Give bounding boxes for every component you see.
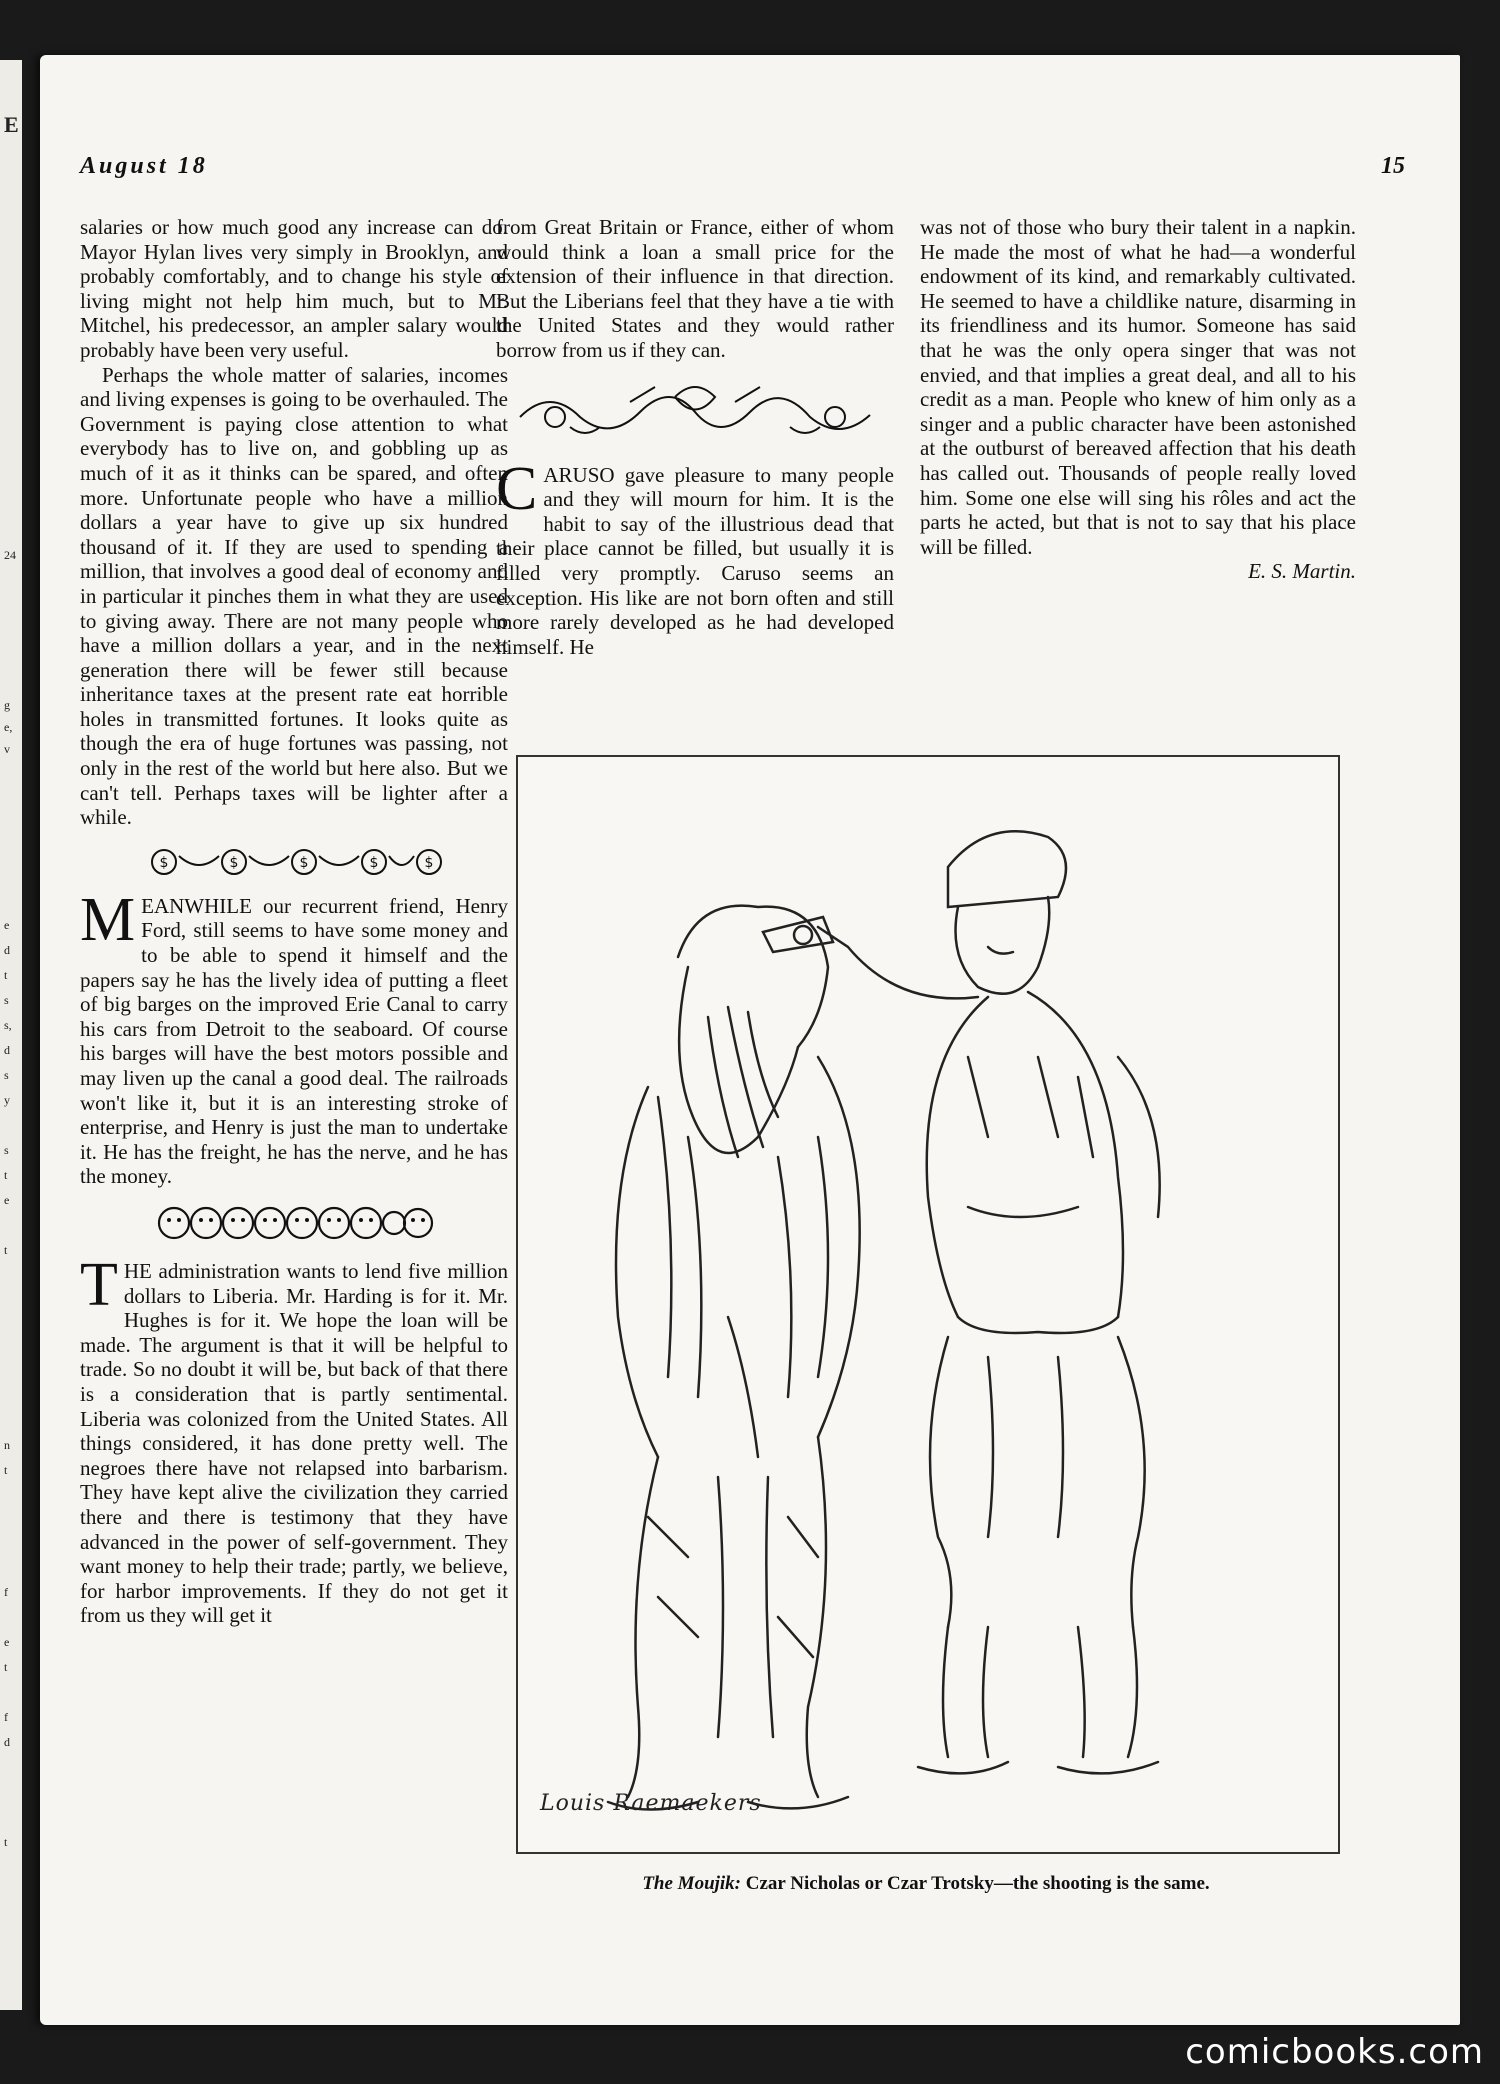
svg-text:$: $ bbox=[424, 854, 434, 871]
faces-ornament-icon bbox=[154, 1203, 434, 1243]
binding-mark: t bbox=[4, 1168, 8, 1182]
paragraph-body: EANWHILE our recurrent friend, Henry Ford, still seems to have some money and to be able to spend it himself and the papers say he has the lively idea of putting a fleet of big barges on the improved Erie Canal to carry his cars from Detroit to the seaboard. Of course his barges will have the best motors possible and may liven up the canal a good deal. The railroads won't like it, but it is an interesting stroke of enterprise, and Henry is just the man to undertake it. He has the freight, he has the nerve, and he has the money. bbox=[80, 893, 508, 1189]
binding-mark: e bbox=[4, 1635, 10, 1649]
binding-mark: s bbox=[4, 1143, 9, 1157]
paragraph: salaries or how much good any increase can do. Mayor Hylan lives very simply in Brooklyn, and probably comfortably, and to change his style of living might not help him much, but to Mr. Mitchel, his predecessor, an ampler salary would probably have been very useful. bbox=[80, 215, 508, 362]
binding-mark: g bbox=[4, 698, 10, 712]
money-bag-ornament-icon bbox=[134, 844, 454, 878]
binding-mark: E bbox=[4, 112, 19, 137]
binding-mark: s bbox=[4, 1068, 9, 1082]
paragraph-body: ARUSO gave pleasure to many people and they will mourn for him. It is the habit to say of the illustrious dead that their place cannot be filled, but usually it is filled very promptly. Caruso seems an exception. His like are not born often and still more rarely developed as he had developed himself. He bbox=[496, 462, 894, 659]
paragraph bbox=[80, 1250, 508, 1628]
binding-mark: t bbox=[4, 1660, 8, 1674]
cartoon-illustration bbox=[516, 755, 1340, 1854]
page-number: 15 bbox=[1381, 153, 1405, 179]
binding-mark: 24 bbox=[4, 548, 16, 562]
binding-mark: d bbox=[4, 1735, 10, 1749]
moujik-drawing bbox=[518, 757, 1334, 1848]
svg-text:$: $ bbox=[369, 854, 379, 871]
binding-mark: f bbox=[4, 1710, 8, 1724]
binding-mark: d bbox=[4, 1043, 10, 1057]
magazine-page bbox=[40, 55, 1460, 2025]
artist-signature: Louis Raemaekers bbox=[540, 1791, 762, 1816]
binding-mark: s bbox=[4, 993, 9, 1007]
site-watermark: comicbooks.com bbox=[1185, 2032, 1484, 2072]
text-column-1 bbox=[80, 215, 508, 1628]
author-signature: E. S. Martin. bbox=[1248, 559, 1356, 584]
binding-mark: t bbox=[4, 1463, 8, 1477]
binding-mark: e bbox=[4, 1193, 10, 1207]
binding-mark: y bbox=[4, 1093, 10, 1107]
paragraph-body: HE administration wants to lend five million dollars to Liberia. Mr. Harding is for it. Mr. Hughes is for it. We hope the loan will be made. The argument is that it will be helpful to trade. So no doubt it will be, but back of that there is a consideration that is partly sentimental. Liberia was colonized from the United States. All things considered, it has done pretty well. The negroes there have not relapsed into barbarism. They have kept alive the civilization they carried there and there is testimony that they have advanced in the power of self-government. They want money to help their trade; partly, we believe, for harbor improvements. If they do not get it from us they will get it bbox=[80, 1258, 508, 1628]
svg-text:$: $ bbox=[159, 854, 169, 871]
binding-mark: e bbox=[4, 918, 10, 932]
paragraph bbox=[80, 885, 508, 1189]
svg-text:$: $ bbox=[229, 854, 239, 871]
illustration-caption bbox=[516, 1873, 1336, 1895]
binding-mark: s, bbox=[4, 1018, 12, 1032]
binding-mark: e, bbox=[4, 720, 13, 734]
ribbon-ornament-icon bbox=[510, 377, 880, 447]
paragraph: was not of those who bury their talent in a napkin. He made the most of what he had—a wonderful endowment of its kind, and remarkably cultivated. He seemed to have a childlike nature, disarming in its friendliness and its humor. Someone has said that he was the only opera singer that was not envied, and that implies a great deal, and all to his credit as a man. People who knew of him only as a singer and a public character have been astonished at the outburst of bereaved affection that his death has called out. Thousands of people really loved him. Some one else will sing his rôles and act the parts he acted, but that is not to say that his place will be filled. bbox=[920, 215, 1356, 559]
drop-cap: M bbox=[80, 885, 136, 954]
page-date-header: August 18 bbox=[80, 153, 208, 179]
paragraph bbox=[496, 454, 894, 660]
text-column-2 bbox=[496, 215, 894, 659]
binding-mark: v bbox=[4, 742, 10, 756]
drop-cap: C bbox=[496, 454, 538, 523]
binding-strip bbox=[0, 60, 22, 2010]
binding-mark: f bbox=[4, 1585, 8, 1599]
binding-mark: d bbox=[4, 943, 10, 957]
drop-cap: T bbox=[80, 1250, 118, 1319]
text-column-3 bbox=[920, 215, 1356, 584]
paragraph: Perhaps the whole matter of salaries, incomes and living expenses is going to be overhauled. The Government is paying close attention to what everybody has to live on, and gobbling up as much of it as it thinks can be spared, and often more. Unfortunate people who have a million dollars a year have to give up six hundred thousand of it. If they are used to spending a million, that involves a good deal of economy and in particular it pinches them in what they are used to giving away. There are not many people who have a million dollars a year, and in the next generation there will be fewer still because inheritance taxes at the present rate eat horrible holes in transmitted fortunes. It looks quite as though the era of huge fortunes was passing, not only in the rest of the world but here also. But we can't tell. Perhaps taxes will be lighter after a while. bbox=[80, 362, 508, 830]
binding-mark: t bbox=[4, 1243, 8, 1257]
caption-title: The Moujik: bbox=[642, 1873, 742, 1894]
paragraph: from Great Britain or France, either of whom would think a loan a small price for the extension of their influence in that direction. But the Liberians feel that they have a tie with the United States and they would rather borrow from us if they can. bbox=[496, 215, 894, 362]
svg-text:$: $ bbox=[299, 854, 309, 871]
binding-mark: t bbox=[4, 1835, 8, 1849]
binding-mark: n bbox=[4, 1438, 10, 1452]
binding-mark: t bbox=[4, 968, 8, 982]
caption-text: Czar Nicholas or Czar Trotsky—the shooting is the same. bbox=[745, 1873, 1210, 1894]
